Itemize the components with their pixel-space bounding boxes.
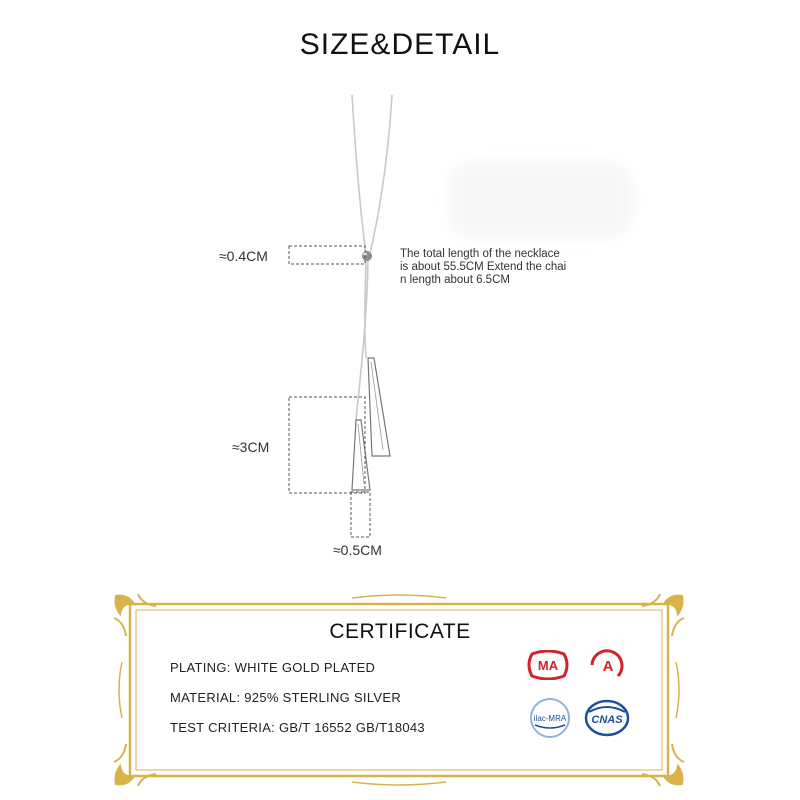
plating-text: PLATING: WHITE GOLD PLATED — [170, 660, 376, 675]
cnas-logo — [583, 698, 631, 738]
certificate-title: CERTIFICATE — [329, 620, 471, 643]
pendant-size-label: ≈3CM — [232, 439, 270, 455]
pendant-dimension-box — [289, 397, 365, 493]
cnas-text: CNAS — [591, 714, 623, 726]
ilac-mra-text: ilac-MRA — [533, 714, 567, 723]
cma-logo — [526, 650, 570, 680]
svg-text:A: A — [602, 658, 614, 675]
pendant-bar-right — [368, 358, 390, 456]
note-line-1: The total length of the necklace — [400, 248, 560, 260]
bead-size-label: ≈0.4CM — [219, 248, 268, 264]
bead — [362, 251, 372, 261]
length-note — [400, 248, 590, 287]
ca-logo — [588, 648, 628, 682]
test-criteria-text: TEST CRITERIA: GB/T 16552 GB/T18043 — [170, 720, 425, 735]
bead-dimension-box — [289, 246, 365, 264]
width-size-label: ≈0.5CM — [333, 542, 382, 558]
note-line-3: n length about 6.5CM — [400, 274, 510, 286]
material-text: MATERIAL: 925% STERLING SILVER — [170, 690, 402, 705]
page-title: SIZE&DETAIL — [299, 28, 501, 61]
ilac-mra-logo — [527, 697, 573, 739]
svg-text:MA: MA — [537, 658, 559, 673]
note-line-2: is about 55.5CM Extend the chai — [400, 261, 567, 273]
width-dimension-box — [351, 492, 370, 537]
